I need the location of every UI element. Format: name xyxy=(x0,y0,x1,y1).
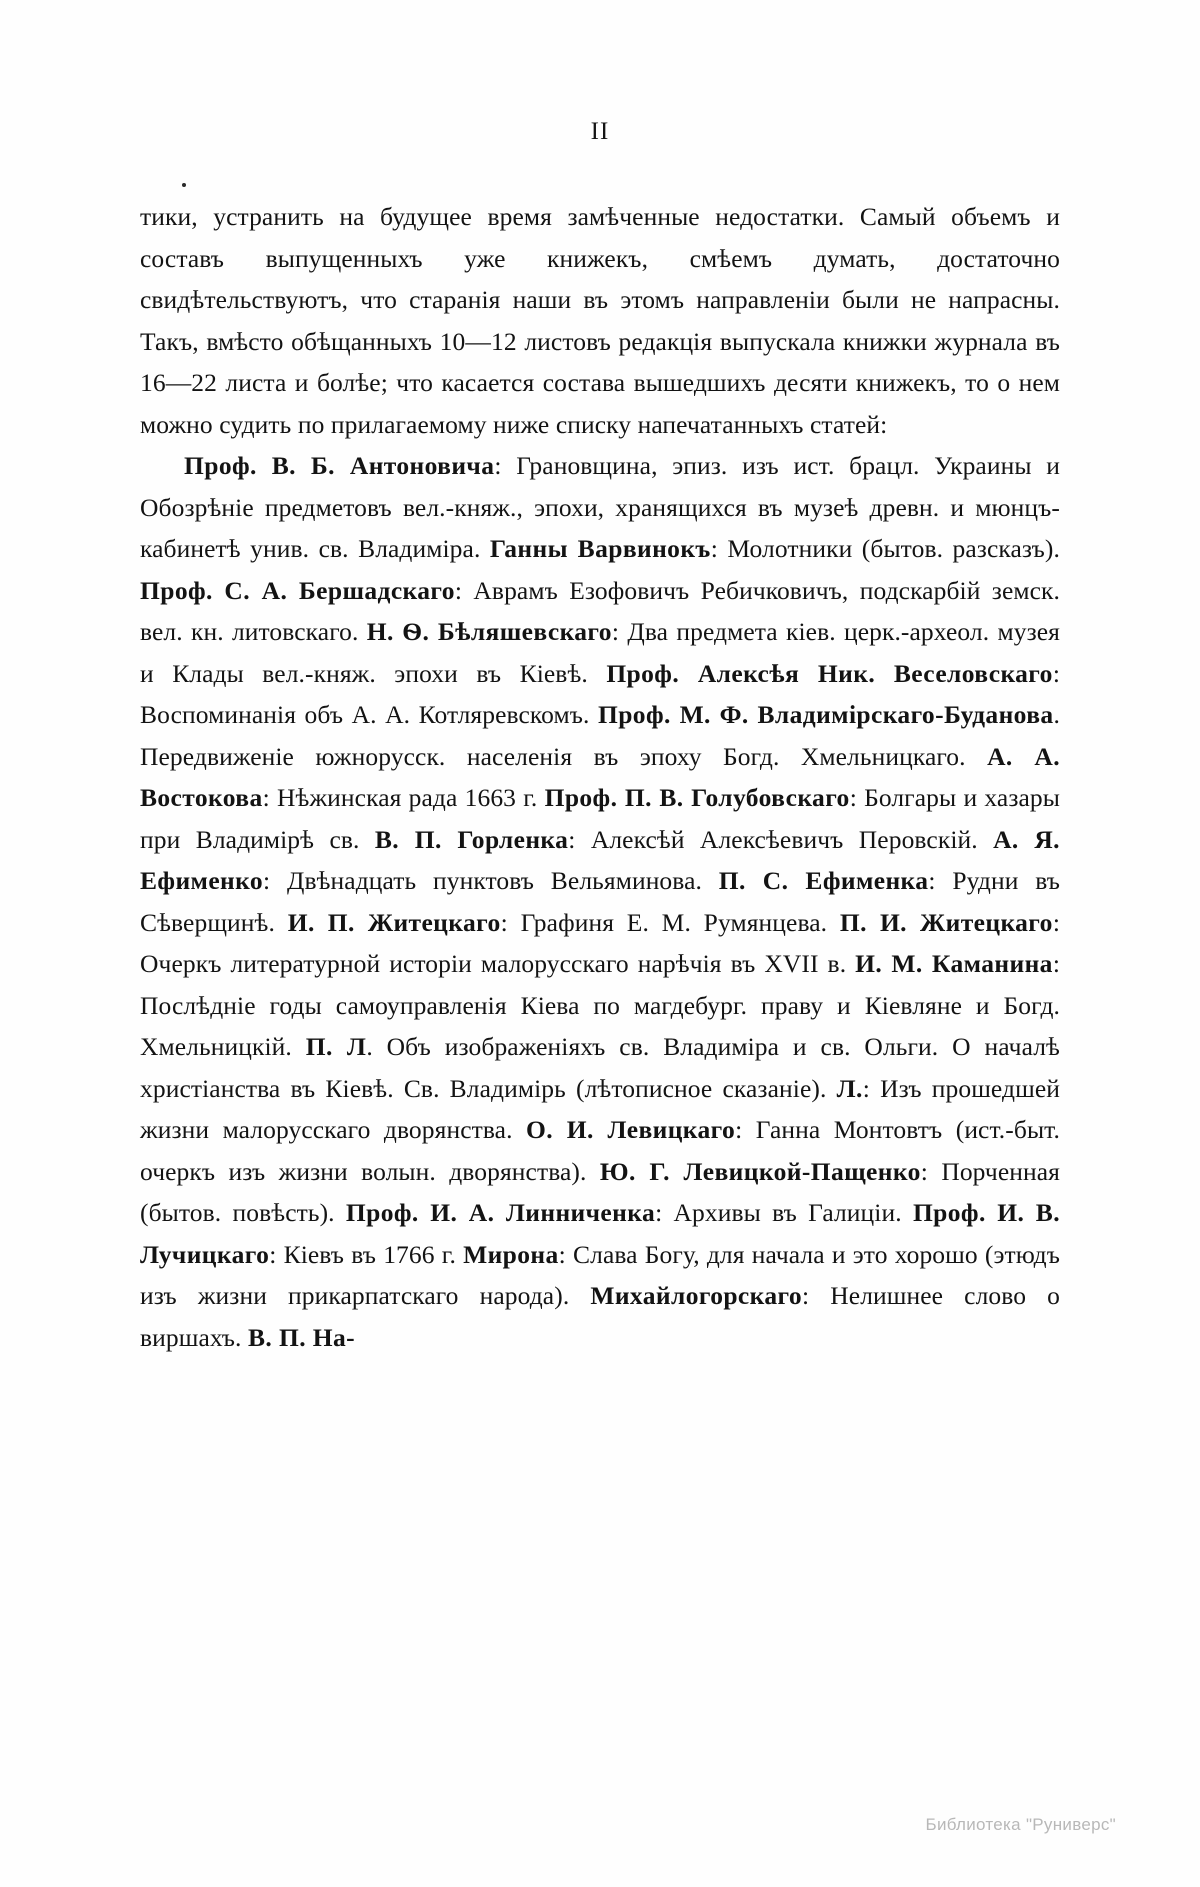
text-run: : Нелишнее слово о виршахъ. xyxy=(140,1281,1060,1352)
author-name: П. Л xyxy=(305,1032,367,1061)
author-name: Ганны Варвинокъ xyxy=(489,534,711,563)
author-name: Проф. Алексѣя Ник. Веселовскаго xyxy=(606,658,1053,688)
author-name: А. А. Востокова xyxy=(140,741,1060,812)
text-run: : Воспоминанія объ А. А. Котляревскомъ. xyxy=(140,658,1060,729)
text-run: : Графиня Е. М. Румянцева. xyxy=(500,907,840,937)
text-run: : Грановщина, эпиз. изъ ист. брацл. Украины и Обозрѣніе предметовъ вел.-княж., эпохи, хранящихся въ музеѣ древн. и мюнцъ-кабинетѣ унив. св. Владиміра. xyxy=(140,451,1060,563)
library-credit: Библиотека "Руниверс" xyxy=(925,1815,1116,1834)
paragraph xyxy=(140,196,1060,445)
text-run: : Очеркъ литературной исторіи малорусскаго нарѣчія въ XVII в. xyxy=(140,907,1060,978)
page-number: II xyxy=(590,118,610,145)
text-run: : Нѣжинская рада 1663 г. xyxy=(262,783,545,812)
author-name: Проф. И. А. Линниченка xyxy=(345,1198,656,1227)
author-name: И. М. Каманина xyxy=(855,949,1053,978)
author-name: П. С. Ефименка xyxy=(718,866,929,895)
author-name: О. И. Левицкаго xyxy=(526,1115,736,1144)
paragraph xyxy=(140,445,1060,1358)
ink-speck xyxy=(182,183,186,187)
author-name: И. П. Житецкаго xyxy=(287,907,501,937)
author-name: П. И. Житецкаго xyxy=(839,907,1053,937)
author-name: Л. xyxy=(836,1073,863,1103)
author-name: Проф. М. Ф. Владимірскаго-Буданова xyxy=(597,700,1054,729)
text-run: : Изъ прошедшей жизни малорусскаго дворянства. xyxy=(140,1073,1060,1144)
author-name: В. П. На- xyxy=(248,1322,356,1352)
author-name: Мирона xyxy=(463,1239,559,1269)
text-run: : Молотники (бытов. разсказъ). xyxy=(710,534,1060,563)
text-run: . Объ изображеніяхъ св. Владиміра и св. Ольги. О началѣ христіанства въ Кіевѣ. Св. Владимірь (лѣтописное сказаніе). xyxy=(140,1032,1061,1103)
text-run: : Двѣнадцать пунктовъ Вельяминова. xyxy=(263,866,719,895)
author-name: Проф. В. Б. Антоновича xyxy=(184,451,495,480)
text-run: . Передвиженіе южнорусск. населенія въ эпоху Богд. Хмельницкаго. xyxy=(140,700,1060,771)
author-name: Ю. Г. Левицкой-Пащенко xyxy=(599,1156,921,1186)
text-run: : Кіевъ въ 1766 г. xyxy=(269,1239,464,1269)
author-name: Проф. С. А. Бершадскаго xyxy=(140,575,455,605)
author-name: А. Я. Ефименко xyxy=(140,824,1060,895)
text-run: : Послѣдніе годы самоуправленія Кіева по магдебург. праву и Кіевляне и Богд. Хмельницкій. xyxy=(140,949,1060,1061)
text-run: : Болгары и хазары при Владимірѣ св. xyxy=(140,783,1061,854)
author-name: Н. Ѳ. Бѣляшевскаго xyxy=(366,617,612,646)
text-run: : Слава Богу, для начала и это хорошо (этюдъ изъ жизни прикарпатскаго народа). xyxy=(140,1239,1060,1310)
author-name: Проф. И. В. Лучицкаго xyxy=(140,1198,1060,1269)
page-body-text xyxy=(140,196,1060,1358)
text-run: : Алексѣй Алексѣевичъ Перовскій. xyxy=(568,824,994,854)
text-run: : Порченная (бытов. повѣсть). xyxy=(140,1156,1060,1227)
author-name: В. П. Горленка xyxy=(374,824,569,854)
text-run: : Рудни въ Сѣверщинѣ. xyxy=(140,866,1060,937)
text-run: : Два предмета кіев. церк.-археол. музея и Клады вел.-княж. эпохи въ Кіевѣ. xyxy=(140,617,1060,688)
text-run: : Архивы въ Галиціи. xyxy=(655,1198,913,1227)
text-run: : Аврамъ Езофовичъ Ребичковичъ, подскарбій земск. вел. кн. литовскаго. xyxy=(140,575,1060,646)
text-run: тики, устранить на будущее время замѣченные недостатки. Самый объемъ и составъ выпущенныхъ уже книжекъ, смѣемъ думать, достаточно свидѣтельствуютъ, что старанія наши въ этомъ направленіи были не напрасны. Такъ, вмѣсто обѣщанныхъ 10—12 листовъ редакція выпускала книжки журнала въ 16—22 листа и болѣе; что касается состава вышедшихъ десяти книжекъ, то о нем можно судить по прилагаемому ниже списку напечатанныхъ статей: xyxy=(140,202,1060,439)
author-name: Проф. П. В. Голубовскаго xyxy=(544,783,850,812)
text-run: : Ганна Монтовтъ (ист.-быт. очеркъ изъ жизни волын. дворянства). xyxy=(140,1115,1060,1186)
author-name: Михайлогорскаго xyxy=(590,1281,802,1310)
